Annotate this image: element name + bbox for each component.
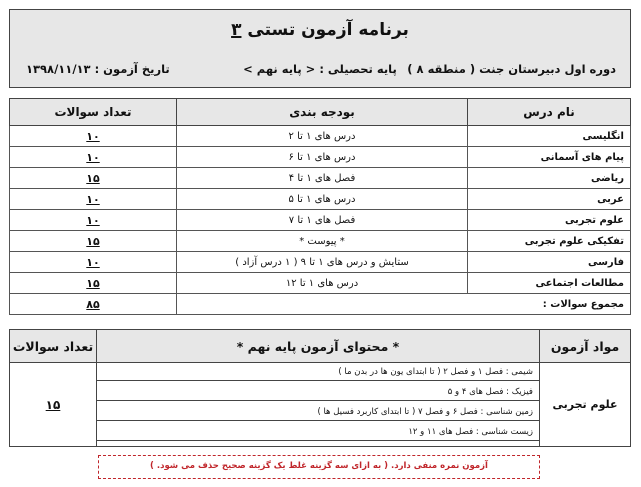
subject-budget: درس های ۱ تا ۲ xyxy=(177,126,468,147)
content-line: زیست شناسی : فصل های ۱۱ و ۱۲ xyxy=(96,423,540,441)
subject-budget: درس های ۱ تا ۶ xyxy=(177,147,468,168)
subject-name: علوم تجربی xyxy=(468,210,631,231)
header-name: نام درس xyxy=(468,99,631,126)
table-row xyxy=(10,210,631,231)
content-line: زمین شناسی : فصل ۶ و فصل ۷ ( تا ابتدای کاربرد فسیل ها ) xyxy=(96,403,540,421)
subject-name: ریاضی xyxy=(468,168,631,189)
subject-budget: فصل های ۱ تا ۴ xyxy=(177,168,468,189)
total-row xyxy=(10,294,631,315)
header-content: * محتوای آزمون پایه نهم * xyxy=(96,330,540,363)
exam-count: ۱۵ xyxy=(45,397,61,412)
header-subject: مواد آزمون xyxy=(540,330,630,363)
page-title xyxy=(10,20,630,40)
table-row xyxy=(10,126,631,147)
subject-count: ۱۰ xyxy=(10,252,177,273)
content-line: فیزیک : فصل های ۴ و ۵ xyxy=(96,383,540,401)
content-lines xyxy=(96,363,540,447)
subject-count: ۱۰ xyxy=(10,126,177,147)
exam-date: تاریخ آزمون : ۱۳۹۸/۱۱/۱۳ xyxy=(26,62,170,76)
content-line: شیمی : فصل ۱ و فصل ۲ ( تا ابتدای یون ها در بدن ما ) xyxy=(96,363,540,381)
subject-count: ۱۵ xyxy=(10,168,177,189)
subject-count: ۱۵ xyxy=(10,273,177,294)
subject-name: پیام های آسمانی xyxy=(468,147,631,168)
table-row xyxy=(10,189,631,210)
subject-name: عربی xyxy=(468,189,631,210)
negative-marking-note: آزمون نمره منفی دارد. ( به ازای سه گزینه غلط یک گزینه صحیح حذف می شود. ) xyxy=(98,455,540,479)
table-row xyxy=(10,231,631,252)
subject-name: مطالعات اجتماعی xyxy=(468,273,631,294)
subject-count: ۱۵ xyxy=(10,231,177,252)
subject-count: ۱۰ xyxy=(10,147,177,168)
subject-count: ۱۰ xyxy=(10,210,177,231)
table-row xyxy=(10,168,631,189)
subject-count: ۱۰ xyxy=(10,189,177,210)
grade-label: پایه تحصیلی : < پایه نهم > xyxy=(243,62,397,76)
subject-budget: ستایش و درس های ۱ تا ۹ ( ۱ درس آزاد ) xyxy=(177,252,468,273)
table-row xyxy=(10,273,631,294)
subject-budget: فصل های ۱ تا ۷ xyxy=(177,210,468,231)
total-label: مجموع سوالات : xyxy=(177,294,631,315)
subject-name: تفکیکی علوم تجربی xyxy=(468,231,631,252)
subject-name: فارسی xyxy=(468,252,631,273)
schedule-table xyxy=(9,98,631,315)
schedule-header-row xyxy=(10,99,631,126)
subject-budget: درس های ۱ تا ۱۲ xyxy=(177,273,468,294)
exam-subject: علوم تجربی xyxy=(552,398,618,411)
title-prefix: برنامه آزمون تستی xyxy=(247,20,409,40)
header-count: تعداد سوالات xyxy=(10,99,177,126)
subject-name: انگلیسی xyxy=(468,126,631,147)
title-number: ۳ xyxy=(231,20,242,40)
header-budget: بودجه بندی xyxy=(177,99,468,126)
header-box xyxy=(9,9,631,88)
course-label: دوره اول دبیرستان جنت ( منطقه ۸ ) xyxy=(407,62,616,76)
total-value: ۸۵ xyxy=(10,294,177,315)
table-row xyxy=(10,147,631,168)
subject-budget: درس های ۱ تا ۵ xyxy=(177,189,468,210)
table-row xyxy=(10,252,631,273)
header-count: تعداد سوالات xyxy=(10,330,96,363)
content-table xyxy=(9,329,631,447)
subject-budget: * پیوست * xyxy=(177,231,468,252)
